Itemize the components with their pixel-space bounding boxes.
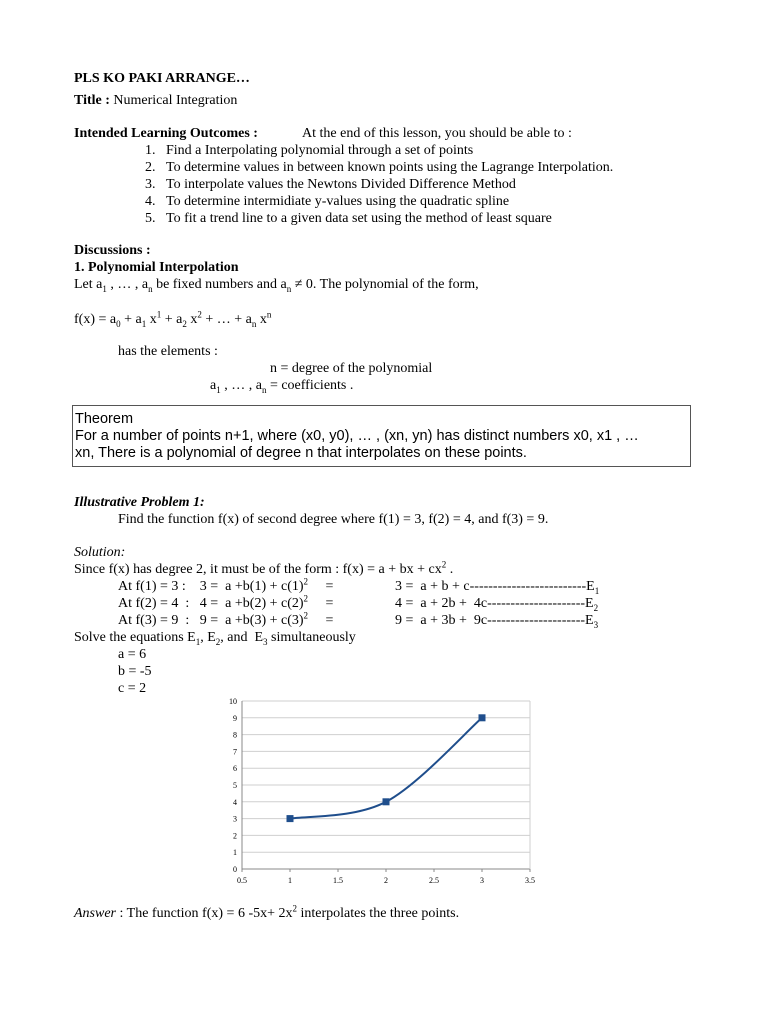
title-line [74,92,237,109]
data-point [383,798,390,805]
has-elements-text: has the elements : [118,344,218,359]
x-tick-label: 1 [288,876,292,885]
theorem-box [72,405,691,467]
theorem-line: For a number of points n+1, where (x0, y0), … , (xn, yn) has distinct numbers x0, x1 , … [75,428,639,444]
ilo-intro: At the end of this lesson, you should be able to : [302,126,572,141]
y-tick-label: 6 [233,764,237,774]
solution-c: c = 2 [118,681,147,696]
y-tick-label: 8 [233,730,237,740]
list-item: 4. [145,194,156,209]
equation-e3: $9 = a + 3b + 9c---------------------E_3$ [395,613,599,630]
y-tick-label: 2 [233,831,237,841]
list-item: 2. [145,160,156,175]
solution-b: b = -5 [118,664,152,679]
list-item: 5. [145,211,156,226]
problem-title: Illustrative Problem 1: [74,495,205,510]
ilo-label: Intended Learning Outcomes : [74,126,258,141]
x-tick-label: 2.5 [429,876,439,885]
x-tick-label: 2 [384,876,388,885]
list-item-text: Find a Interpolating polynomial through a set of points [166,143,474,158]
document-header: PLS KO PAKI ARRANGE… [74,71,250,86]
equation-row-3: At f(3) = 9 : $9 = a +b(3) + c(3)^2$ = [118,610,334,628]
equation-row-1: At f(1) = 3 : $3 = a +b(1) + c(1)^2$ = [118,576,334,594]
section-title: 1. Polynomial Interpolation [74,260,239,275]
equation-row-2: At f(2) = 4 : $4 = a +b(2) + c(2)^2$ = [118,593,334,611]
y-tick-label: 9 [233,713,237,723]
list-item: 3. [145,177,156,192]
y-tick-label: 1 [233,848,237,858]
y-tick-label: 7 [233,747,237,757]
x-tick-label: 3.5 [525,876,535,885]
title-label: Title : [74,93,110,108]
title-value: Numerical Integration [113,93,238,108]
list-item-text: To determine intermidiate y-values using the quadratic spline [166,194,510,209]
y-tick-label: 0 [233,865,237,874]
data-point [287,815,294,822]
equation-e1: $3 = a + b + c-------------------------E_1$ [395,579,600,596]
y-axis-ticks [229,697,237,874]
x-axis-ticks [237,876,535,885]
data-point [479,714,486,721]
polynomial-formula: $f(x) = a_0 + a_1$ $x^1 + a_2$ $x^2$ + … + $a_n$ $x^n$ [74,309,272,329]
y-tick-label: 3 [233,814,237,824]
solution-a: a = 6 [118,647,147,662]
coefficients-definition: $a_1$ , … , $a_n$ = coefficients . [210,378,354,395]
list-item: 1. [145,143,156,158]
theorem-line: xn, There is a polynomial of degree n that interpolates on these points. [75,445,527,461]
list-item-text: To determine values in between known points using the Lagrange Interpolation. [166,160,614,175]
theorem-title: Theorem [75,411,134,427]
discussions-label: Discussions : [74,243,151,258]
answer-line: Answer : The function f(x) = 6 $-5x+ 2x^2$ interpolates the three points. [74,903,460,921]
equation-e2: $4 = a + 2b + 4c---------------------E_2$ [395,596,599,613]
x-tick-label: 3 [480,876,484,885]
solution-form: Since f(x) has degree 2, it must be of the form : f(x) = a + bx + $cx^2$ . [74,559,454,577]
list-item-text: To fit a trend line to a given data set using the method of least square [166,211,552,226]
list-item-text: To interpolate values the Newtons Divided Difference Method [166,177,516,192]
y-tick-label: 5 [233,781,237,790]
y-tick-label: 10 [229,697,237,706]
interpolation-chart [220,693,540,888]
solution-label: Solution: [74,545,126,560]
degree-definition: n = degree of the polynomial [270,361,433,376]
problem-statement: Find the function f(x) of second degree where f(1) = 3, f(2) = 4, and f(3) = 9. [118,512,549,527]
x-tick-label: 0.5 [237,876,247,885]
y-tick-label: 4 [233,797,237,807]
x-tick-label: 1.5 [333,876,343,885]
coefficients-intro: Let $a_1$ , … , $a_n$ be fixed numbers and $a_n \ne 0$. The polynomial of the form, [74,277,479,294]
chart-grid [242,701,530,872]
solve-instruction: Solve the equations $E_1$, $E_2$, and $E_3$ simultaneously [74,630,356,647]
